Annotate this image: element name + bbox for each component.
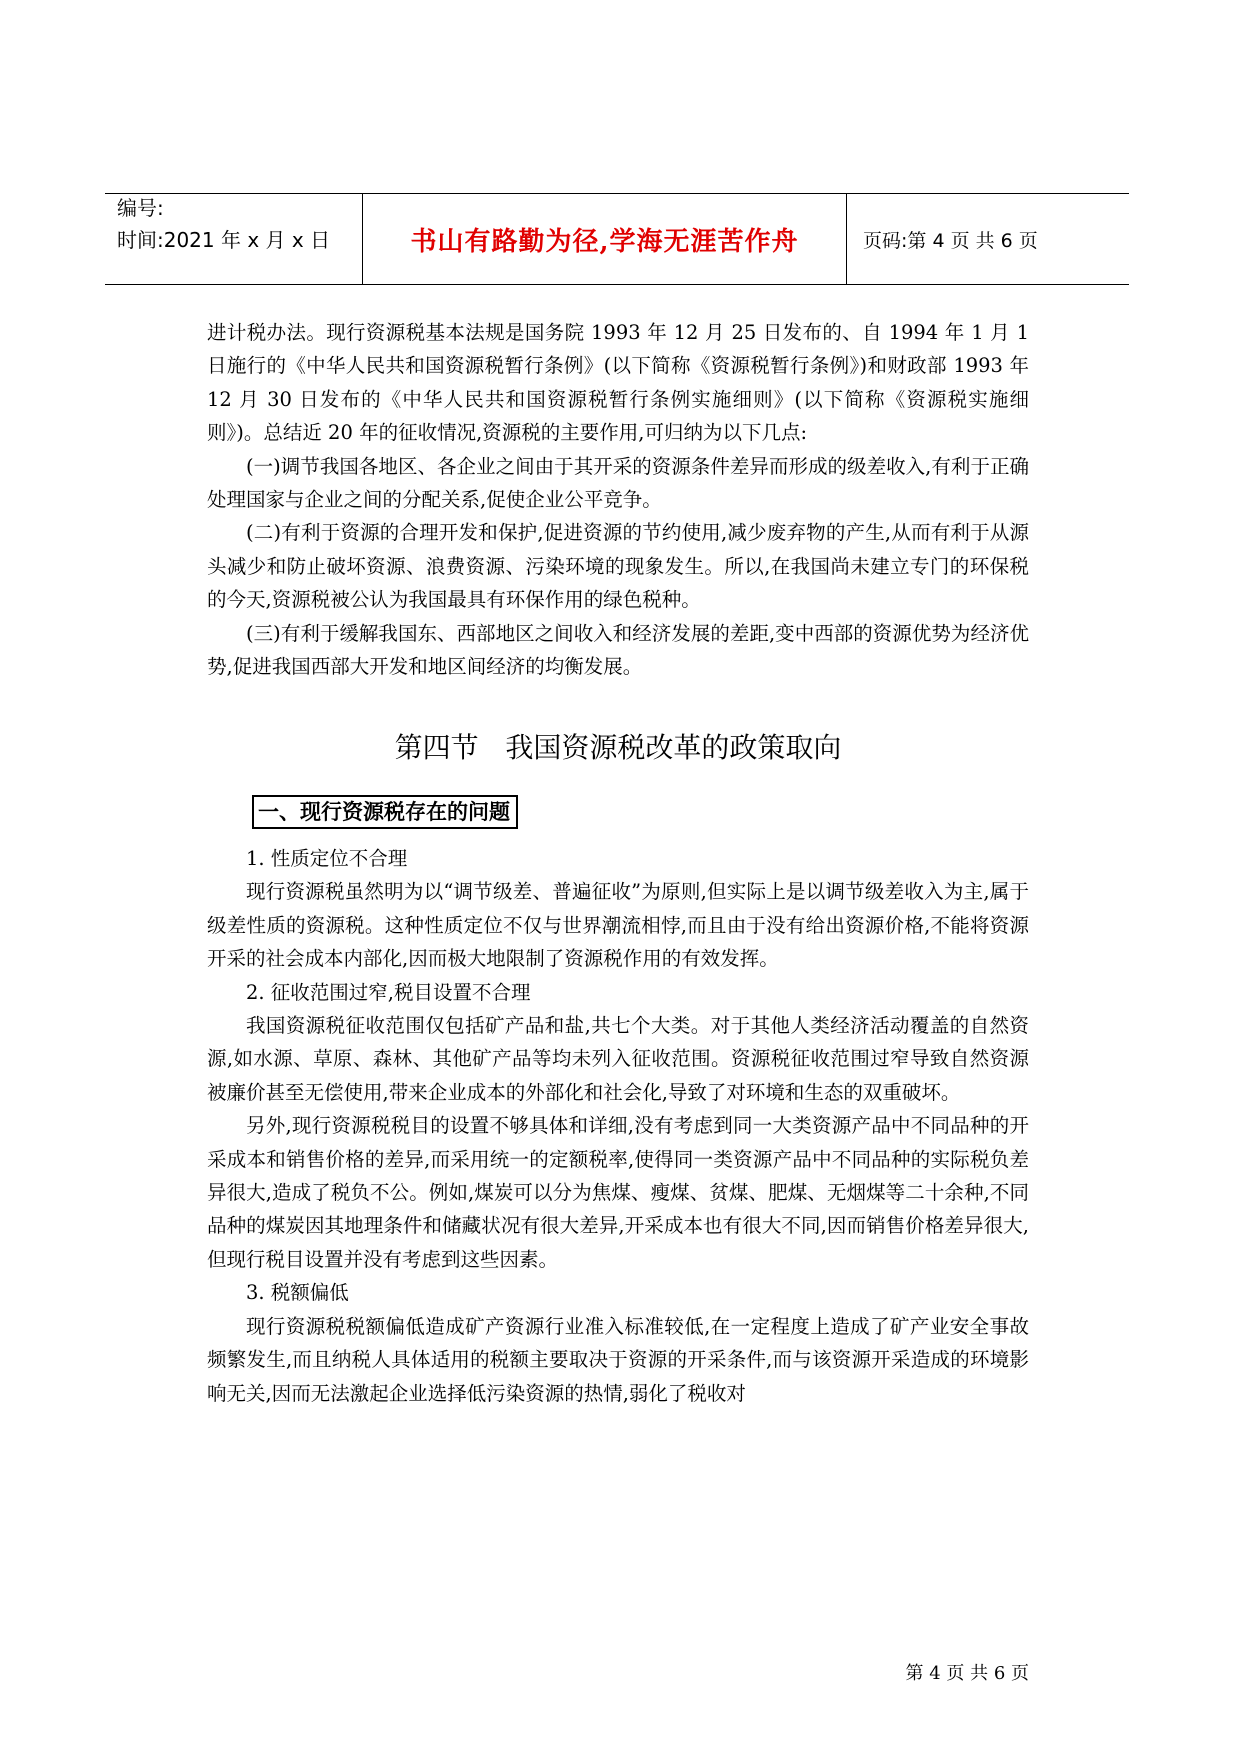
- main-text: [207, 842, 1029, 1410]
- paragraph-body-4: 现行资源税税额偏低造成矿产资源行业准入标准较低,在一定程度上造成了矿产业安全事故频繁发生,而且纳税人具体适用的税额主要取决于资源的开采条件,而与该资源开采造成的环境影响无关,因而无法激起企业选择低污染资源的热情,弱化了税收对: [207, 1314, 1029, 1405]
- section-title: 第四节 我国资源税改革的政策取向: [394, 731, 842, 764]
- header-info-cell: [105, 194, 363, 284]
- paragraph-body-3: 另外,现行资源税税目的设置不够具体和详细,没有考虑到同一大类资源产品中不同品种的开采成本和销售价格的差异,而采用统一的定额税率,使得同一类资源产品中不同品种的实际税负差异很大,造成了税负不公。例如,煤炭可以分为焦煤、瘦煤、贫煤、肥煤、无烟煤等二十余种,不同品种的煤炭因其地理条件和储藏状况有很大差异,开采成本也有很大不同,因而销售价格差异很大,但现行税目设置并没有考虑到这些因素。: [207, 1114, 1029, 1271]
- paragraph-body-1: 现行资源税虽然明为以“调节级差、普遍征收”为原则,但实际上是以调节级差收入为主,属于级差性质的资源税。这种性质定位不仅与世界潮流相悖,而且由于没有给出资源价格,不能将资源开采的社会成本内部化,因而极大地限制了资源税作用的有效发挥。: [207, 880, 1029, 971]
- paragraph-point-1: (一)调节我国各地区、各企业之间由于其开采的资源条件差异而形成的级差收入,有利于正确处理国家与企业之间的分配关系,促使企业公平竞争。: [207, 454, 1029, 512]
- header-page-cell: [847, 194, 1129, 284]
- page-footer: 第 4 页 共 6 页: [905, 1663, 1029, 1684]
- header-motto-cell: [363, 194, 847, 284]
- paragraph-point-2: (二)有利于资源的合理开发和保护,促进资源的节约使用,减少废弃物的产生,从而有利于从源头减少和防止破坏资源、浪费资源、污染环境的现象发生。所以,在我国尚未建立专门的环保税的今天,资源税被公认为我国最具有环保作用的绿色税种。: [207, 521, 1029, 612]
- header-motto: 书山有路勤为径,学海无涯苦作舟: [410, 226, 799, 257]
- paragraph-continued: 进计税办法。现行资源税基本法规是国务院 1993 年 12 月 25 日发布的、自 1994 年 1 月 1 日施行的《中华人民共和国资源税暂行条例》(以下简称《资源税暂行条例》)和财政部 1993 年 12 月 30 日发布的《中华人民共和国资源税暂行条例实施细则》(以下简称《资源税实施细则》)。总结近 20 年的征收情况,资源税的主要作用,可归纳为以下几点:: [207, 321, 1029, 445]
- item-heading-2: 2. 征收范围过窄,税目设置不合理: [246, 980, 531, 1004]
- paragraph-point-3: (三)有利于缓解我国东、西部地区之间收入和经济发展的差距,变中西部的资源优势为经济优势,促进我国西部大开发和地区间经济的均衡发展。: [207, 621, 1029, 679]
- document-time-label: 时间:2021 年 x 月 x 日: [117, 228, 331, 252]
- sub-heading: 一、现行资源税存在的问题: [252, 795, 518, 829]
- header-page-code: 页码:第 4 页 共 6 页: [863, 229, 1038, 252]
- item-heading-3: 3. 税额偏低: [246, 1281, 349, 1305]
- page-header: [105, 193, 1129, 285]
- paragraph-body-2: 我国资源税征收范围仅包括矿产品和盐,共七个大类。对于其他人类经济活动覆盖的自然资源,如水源、草原、森林、其他矿产品等均未列入征收范围。资源税征收范围过窄导致自然资源被廉价甚至无偿使用,带来企业成本的外部化和社会化,导致了对环境和生态的双重破坏。: [207, 1014, 1029, 1104]
- intro-text: [207, 316, 1029, 683]
- document-number-label: 编号:: [117, 196, 164, 220]
- item-heading-1: 1. 性质定位不合理: [246, 847, 408, 870]
